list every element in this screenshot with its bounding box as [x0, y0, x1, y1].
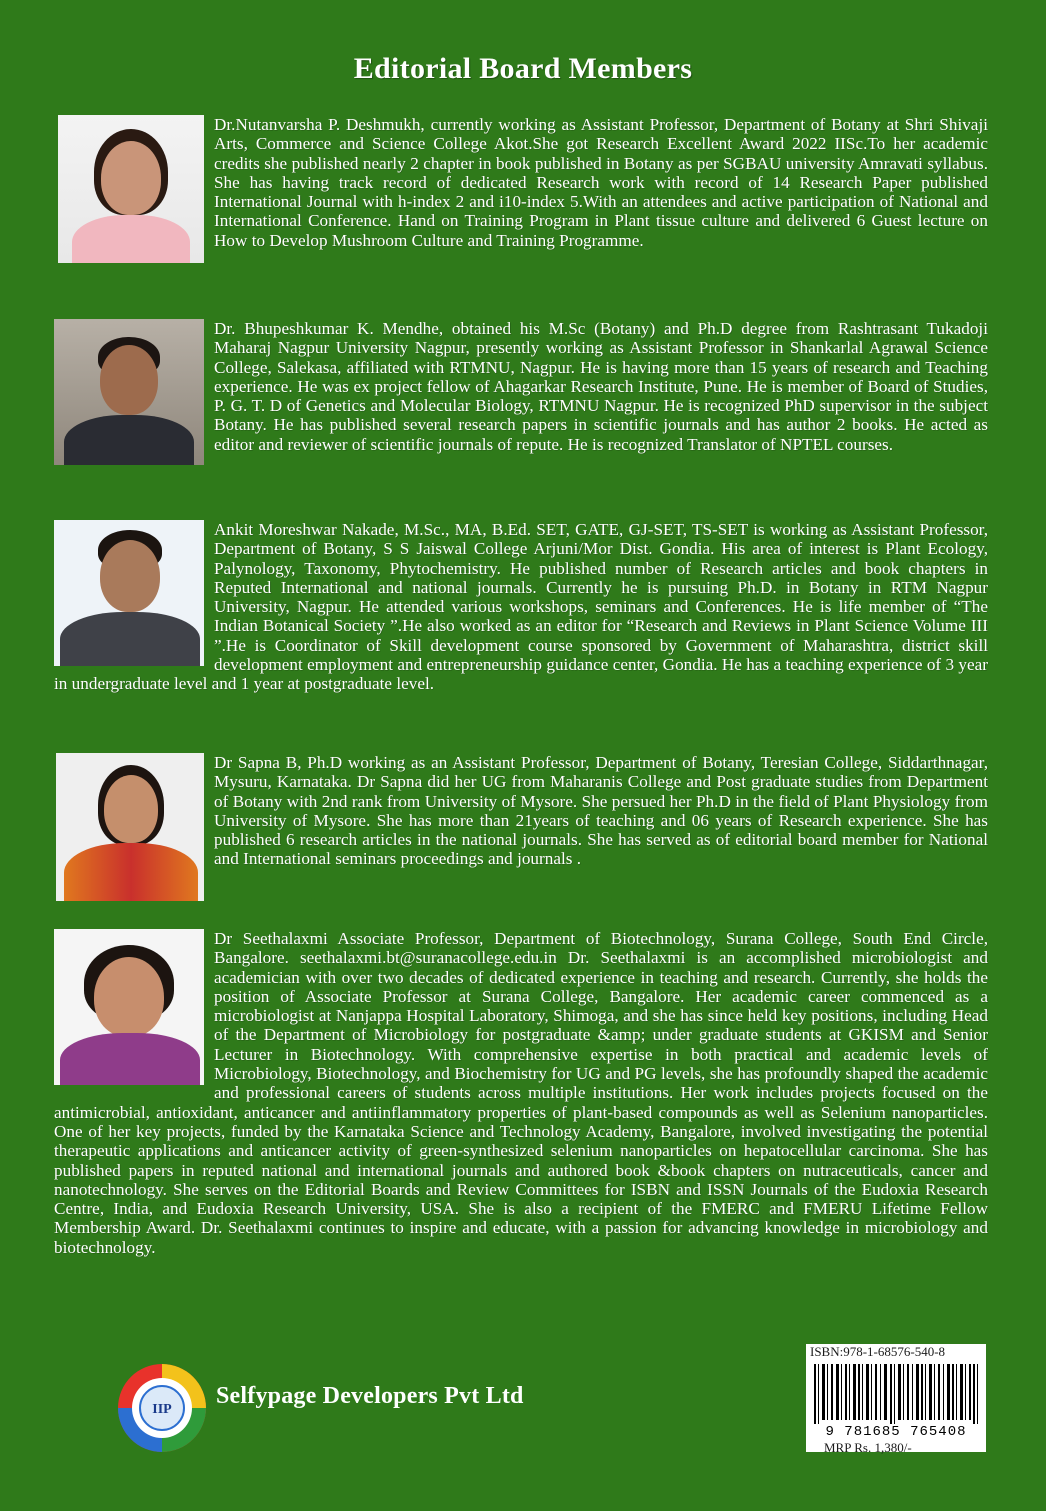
member-entry [54, 115, 988, 265]
member-bio: Ankit Moreshwar Nakade, M.Sc., MA, B.Ed. SET, GATE, GJ-SET, TS-SET is working as Assistant Professor, Department of Botany, S S Jaiswal College Arjuni/Mor Dist. Gondia. His area of interest is Plant Ecology, Palynology, Taxonomy, Phytochemistry. He published number of Research articles and book chapters in Reputed International and national journals. Currently he is pursuing Ph.D. in Botany in RTM Nagpur University, Nagpur. He attended various workshops, seminars and Conferences. He is life member of “The Indian Botanical Society ”.He also worked as an editor for “Research and Reviews in Plant Science Volume III ”.He is Coordinator of Skill development course sponsored by Government of Maharashtra, district skill development employment and entrepreneurship guidance center, Gondia. He has a teaching experience of 3 year in undergraduate level and 1 year at postgraduate level. [54, 520, 988, 694]
member-photo [54, 929, 204, 1085]
member-photo [54, 520, 204, 666]
member-entry [54, 929, 988, 1257]
member-bio: Dr Sapna B, Ph.D working as an Assistant Professor, Department of Botany, Teresian College, Siddarthnagar, Mysuru, Karnataka. Dr Sapna did her UG from Maharanis College and Post graduate studies from Department of Botany with 2nd rank from University of Mysore. She persued her Ph.D in the field of Plant Physiology from University of Mysore. She has more than 21years of teaching and 06 years of Research experience. She has published 6 research articles in the national journals. She has served as of editorial board member for National and International seminars proceedings and journals . [214, 753, 988, 869]
member-photo [54, 319, 204, 465]
member-entry [54, 319, 988, 467]
publisher-logo [114, 1360, 210, 1456]
member-photo [56, 753, 204, 901]
mrp-price: MRP Rs. 1,380/- [824, 1440, 912, 1455]
member-bio: Dr Seethalaxmi Associate Professor, Department of Biotechnology, Surana College, South End Circle, Bangalore. seethalaxmi.bt@suranacollege.edu.in Dr. Seethalaxmi is an accomplished microbiologist and academician with over two decades of dedicated experience in teaching and research. Currently, she holds the position of Associate Professor at Surana College, Bangalore. Her academic career commenced as a microbiologist at Nanjappa Hospital Laboratory, Shimoga, and she has since held key positions, including Head of the Department of Microbiology for postgraduate &amp; under graduate students at GKISM and Senior Lecturer in Biotechnology. With comprehensive expertise in both practical and academic levels of Microbiology, Biotechnology, and Biochemistry for UG and PG levels, she has profoundly shaped the academic and professional careers of students across multiple institutions. Her work includes projects focused on the antimicrobial, antioxidant, anticancer and antiinflammatory properties of plant-based compounds as well as Selenium nanoparticles. One of her key projects, funded by the Karnataka Science and Technology Academy, Bangalore, involved investigating the potential therapeutic applications and anticancer activity of green-synthesized selenium nanoparticles on hepatocellular carcinoma. She has published papers in reputed national and international journals and authored book &book chapters on nutraceuticals, cancer and nanotechnology. She serves on the Editorial Boards and Review Committees for ISBN and ISSN Journals of the Eudoxia Research Centre, India, and Eudoxia Research University, USA. She is also a recipient of the FMERC and FMERU Lifetime Fellow Membership Award. Dr. Seethalaxmi continues to inspire and educate, with a passion for advancing knowledge in microbiology and biotechnology. [54, 929, 988, 1257]
logo-text: IIP [152, 1402, 172, 1417]
barcode-image [812, 1364, 980, 1424]
publisher-name: Selfypage Developers Pvt Ltd [216, 1383, 524, 1409]
page-title: Editorial Board Members [353, 52, 693, 85]
member-entry [54, 753, 988, 903]
barcode-number: 9 781685 765408 [825, 1424, 967, 1440]
member-entry [54, 520, 988, 694]
member-photo [58, 115, 204, 263]
isbn-label: ISBN:978-1-68576-540-8 [810, 1344, 946, 1359]
member-bio: Dr.Nutanvarsha P. Deshmukh, currently working as Assistant Professor, Department of Botany at Shri Shivaji Arts, Commerce and Science College Akot.She got Research Excellent Award 2022 IISc.To her academic credits she published nearly 2 chapter in book published in Botany as per SGBAU university Amravati syllabus. She has having track record of dedicated Research work with record of 14 Research Paper published International Journal with h-index 2 and i10-index 5.With an attendees and active participation of National and International Conference. Hand on Training Program in Plant tissue culture and delivered 6 Guest lecture on How to Develop Mushroom Culture and Training Programme. [214, 115, 988, 250]
member-bio: Dr. Bhupeshkumar K. Mendhe, obtained his M.Sc (Botany) and Ph.D degree from Rashtrasant Tukadoji Maharaj Nagpur University Nagpur, presently working as Assistant Professor in Shankarlal Agrawal Science College, Salekasa, affiliated with RTMNU, Nagpur. He is having more than 15 years of research and Teaching experience. He was ex project fellow of Ahagarkar Research Institute, Pune. He is member of Board of Studies, P. G. T. D of Genetics and Molecular Biology, RTMNU Nagpur. He is recognized PhD supervisor in the subject Botany. He has published several research papers in scientific journals and has author 2 books. He acted as editor and reviewer of scientific journals of repute. He is recognized Translator of NPTEL courses. [214, 319, 988, 454]
